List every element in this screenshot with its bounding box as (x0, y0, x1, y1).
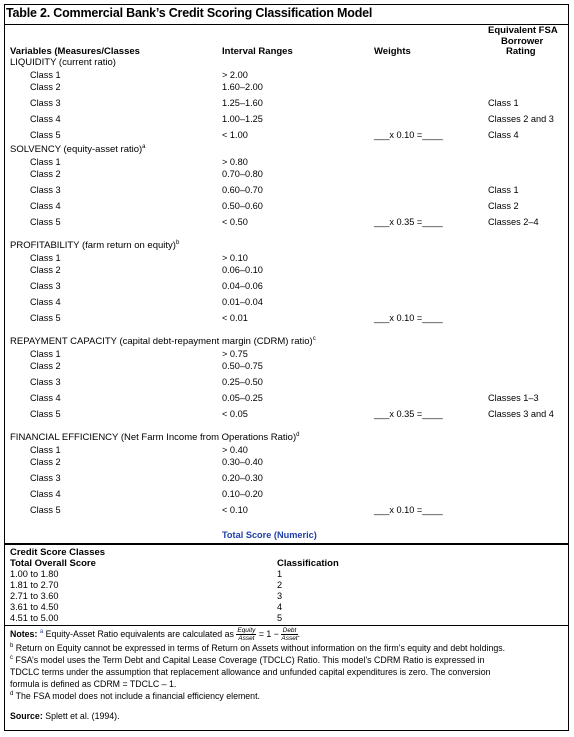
interval-range: 0.10–0.20 (222, 489, 263, 499)
class-label: Class 2 (30, 169, 61, 179)
credit-score-class: 5 (277, 613, 283, 623)
interval-range: < 0.50 (222, 217, 248, 227)
weight-formula: ___x 0.35 =____ (374, 217, 443, 227)
note-a-mid: = 1 − (256, 628, 282, 639)
fsa-rating: Class 1 (488, 185, 519, 195)
interval-range: > 0.80 (222, 157, 248, 167)
interval-range: 0.50–0.60 (222, 201, 263, 211)
class-label: Class 4 (30, 201, 61, 211)
fsa-rating: Classes 3 and 4 (488, 409, 554, 419)
note-b (10, 643, 505, 655)
fraction-denominator: Asset (281, 635, 298, 642)
fsa-rating: Class 1 (488, 98, 519, 108)
class-label: Class 5 (30, 130, 61, 140)
credit-score-range: 2.71 to 3.60 (10, 591, 59, 601)
note-b-text: Return on Equity cannot be expressed in terms of Return on Assets without information on the firm’s equity and debt holdings. (13, 643, 506, 653)
interval-range: < 0.01 (222, 313, 248, 323)
note-a-text: Equity-Asset Ratio equivalents are calculated as (43, 628, 237, 639)
fsa-rating: Class 4 (488, 130, 519, 140)
class-label: Class 3 (30, 185, 61, 195)
interval-range: 0.60–0.70 (222, 185, 263, 195)
class-label: Class 5 (30, 313, 61, 323)
class-label: Class 1 (30, 157, 61, 167)
interval-range: 0.05–0.25 (222, 393, 263, 403)
credit-score-class: 3 (277, 591, 283, 601)
fraction-numerator: Debt (282, 627, 297, 634)
section-name: SOLVENCY (equity-asset ratio) (10, 144, 143, 155)
note-b-marker: b (10, 643, 14, 650)
class-label: Class 3 (30, 98, 61, 108)
interval-range: > 0.40 (222, 445, 248, 455)
interval-range: < 0.05 (222, 409, 248, 419)
interval-range: 0.06–0.10 (222, 265, 263, 275)
note-a-end: . (297, 628, 301, 639)
class-label: Class 5 (30, 217, 61, 227)
note-a (10, 627, 300, 642)
fsa-rating: Class 2 (488, 201, 519, 211)
fraction-denominator: Asset (238, 635, 255, 642)
class-label: Class 4 (30, 393, 61, 403)
class-label: Class 2 (30, 361, 61, 371)
credit-score-col-total: Total Overall Score (10, 558, 96, 569)
equity-asset-fraction (236, 627, 256, 642)
interval-range: 1.25–1.60 (222, 98, 263, 108)
interval-range: 1.00–1.25 (222, 114, 263, 124)
header-weights: Weights (374, 46, 411, 57)
note-c-line2: TDCLC terms under the assumption that replacement allowance and unfunded capital expenditures is zero. The conversion (10, 667, 491, 677)
credit-score-class: 2 (277, 580, 283, 590)
credit-score-class: 4 (277, 602, 283, 612)
fsa-rating: Classes 2–4 (488, 217, 539, 227)
note-c-marker: c (10, 655, 13, 662)
header-variables: Variables (Measures/Classes (10, 46, 140, 57)
footnote-marker: a (142, 143, 146, 150)
interval-range: > 0.75 (222, 349, 248, 359)
table-frame (4, 4, 569, 731)
section-heading (10, 144, 146, 155)
class-label: Class 4 (30, 297, 61, 307)
section-divider (4, 543, 569, 545)
class-label: Class 2 (30, 457, 61, 467)
footnote-marker: c (312, 335, 316, 342)
footnote-marker: d (296, 431, 300, 438)
header-fsa-line3: Rating (506, 46, 536, 57)
class-label: Class 3 (30, 473, 61, 483)
note-c-line1 (10, 655, 484, 667)
section-heading (10, 432, 299, 443)
section-heading (10, 57, 116, 68)
interval-range: > 0.10 (222, 253, 248, 263)
fsa-rating: Classes 2 and 3 (488, 114, 554, 124)
class-label: Class 1 (30, 253, 61, 263)
weight-formula: ___x 0.35 =____ (374, 409, 443, 419)
total-score-label: Total Score (Numeric) (222, 530, 317, 540)
weight-formula: ___x 0.10 =____ (374, 313, 443, 323)
credit-score-col-classification: Classification (277, 558, 339, 569)
class-label: Class 5 (30, 409, 61, 419)
class-label: Class 4 (30, 489, 61, 499)
source-label: Source: (10, 711, 43, 721)
section-heading (10, 336, 316, 347)
section-heading (10, 240, 179, 251)
note-a-marker: a (39, 628, 44, 635)
interval-range: 0.50–0.75 (222, 361, 263, 371)
source-line (10, 711, 120, 723)
note-c-line3: formula is defined as CDRM = TDCLC – 1. (10, 679, 177, 689)
header-interval-ranges: Interval Ranges (222, 46, 293, 57)
class-label: Class 4 (30, 114, 61, 124)
interval-range: 0.25–0.50 (222, 377, 263, 387)
notes-divider (4, 625, 569, 626)
debt-asset-fraction (281, 627, 297, 642)
note-c-text-1: FSA’s model uses the Term Debt and Capital Lease Coverage (TDCLC) Ratio. This model’s CDRM Ratio is expressed in (13, 655, 485, 665)
credit-score-class: 1 (277, 569, 283, 579)
class-label: Class 2 (30, 265, 61, 275)
weight-formula: ___x 0.10 =____ (374, 130, 443, 140)
interval-range: 0.04–0.06 (222, 281, 263, 291)
note-d (10, 691, 260, 703)
class-label: Class 3 (30, 377, 61, 387)
class-label: Class 5 (30, 505, 61, 515)
interval-range: 0.01–0.04 (222, 297, 263, 307)
fraction-numerator: Equity (237, 627, 256, 634)
table-title: Table 2. Commercial Bank’s Credit Scoring Classification Model (6, 6, 373, 20)
class-label: Class 2 (30, 82, 61, 92)
class-label: Class 1 (30, 70, 61, 80)
credit-score-range: 1.81 to 2.70 (10, 580, 59, 590)
title-divider (4, 24, 569, 25)
weight-formula: ___x 0.10 =____ (374, 505, 443, 515)
credit-score-range: 4.51 to 5.00 (10, 613, 59, 623)
credit-score-range: 3.61 to 4.50 (10, 602, 59, 612)
credit-score-heading: Credit Score Classes (10, 547, 106, 558)
footnote-marker: b (175, 239, 180, 246)
header-fsa-line1: Equivalent FSA (488, 25, 558, 36)
interval-range: 1.60–2.00 (222, 82, 263, 92)
notes-label: Notes: (10, 628, 38, 639)
credit-score-range: 1.00 to 1.80 (10, 569, 59, 579)
section-name: LIQUIDITY (current ratio) (10, 57, 116, 68)
interval-range: 0.20–0.30 (222, 473, 263, 483)
class-label: Class 1 (30, 349, 61, 359)
interval-range: 0.70–0.80 (222, 169, 263, 179)
interval-range: < 0.10 (222, 505, 248, 515)
section-name: FINANCIAL EFFICIENCY (Net Farm Income from Operations Ratio) (10, 432, 297, 443)
class-label: Class 1 (30, 445, 61, 455)
note-d-text: The FSA model does not include a financial efficiency element. (13, 691, 260, 701)
source-text: Splett et al. (1994). (42, 711, 120, 721)
interval-range: < 1.00 (222, 130, 248, 140)
note-d-marker: d (10, 691, 14, 698)
header-fsa-line2: Borrower (501, 36, 544, 47)
interval-range: > 2.00 (222, 70, 248, 80)
interval-range: 0.30–0.40 (222, 457, 263, 467)
class-label: Class 3 (30, 281, 61, 291)
fsa-rating: Classes 1–3 (488, 393, 539, 403)
section-name: PROFITABILITY (farm return on equity) (10, 240, 176, 251)
section-name: REPAYMENT CAPACITY (capital debt-repayment margin (CDRM) ratio) (10, 336, 313, 347)
